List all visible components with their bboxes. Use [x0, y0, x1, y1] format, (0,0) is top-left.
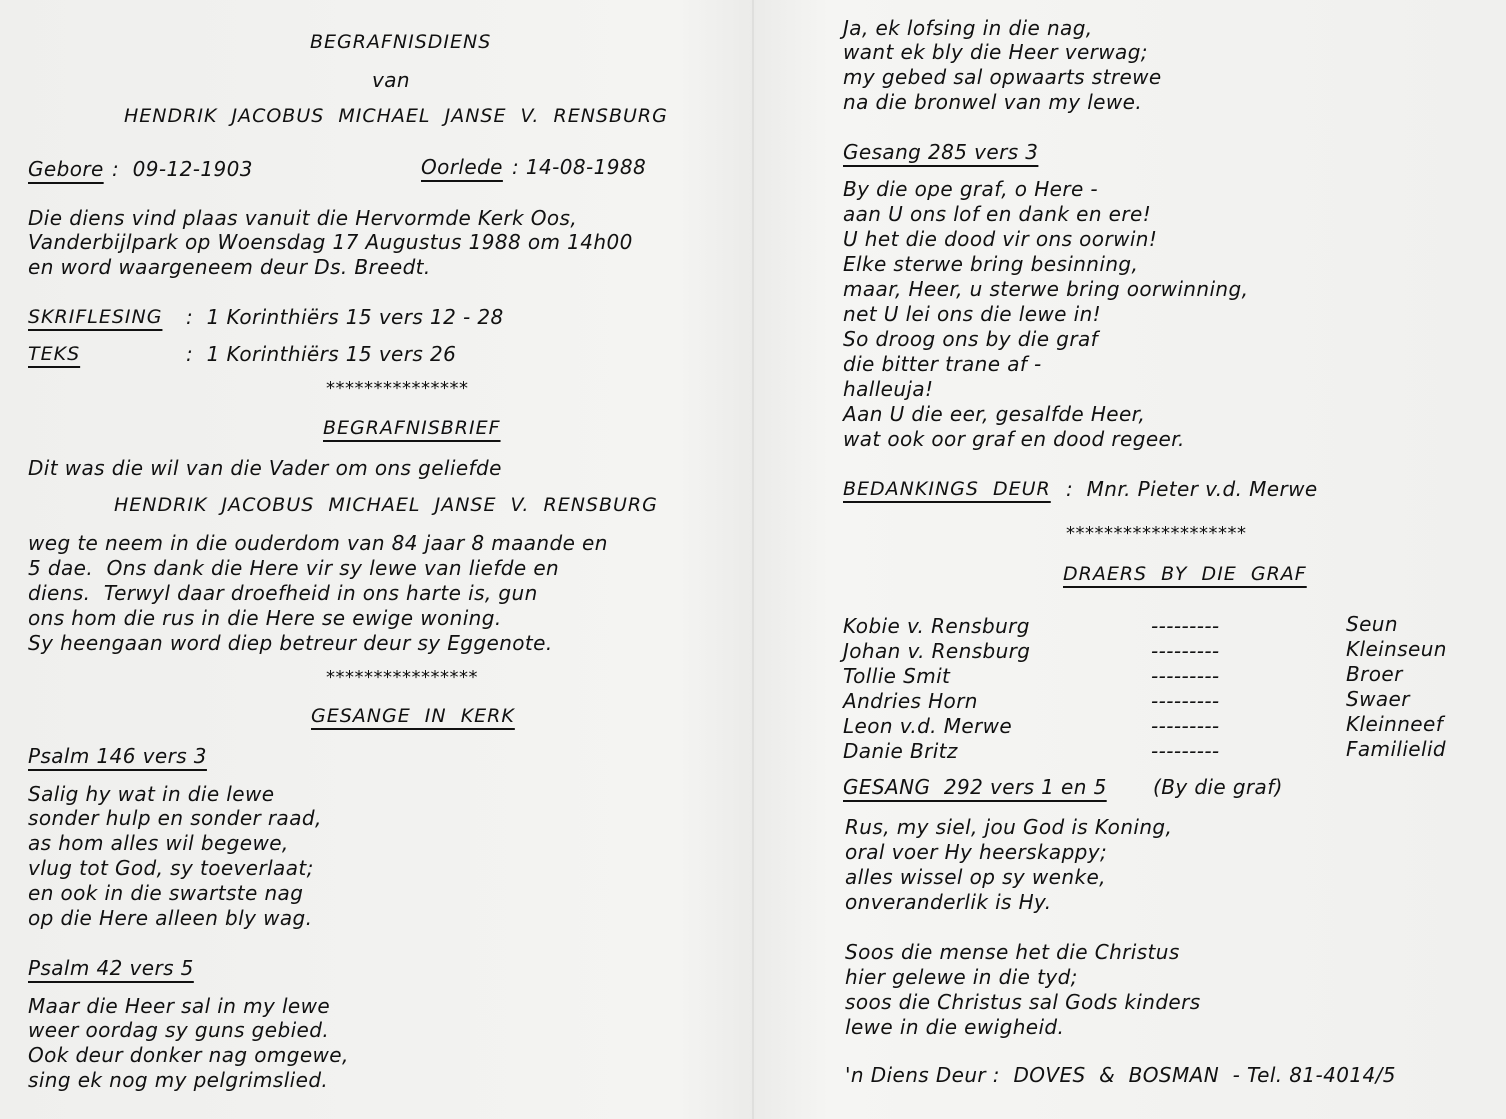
psalm146-line: op die Here alleen bly wag.	[28, 906, 313, 930]
undertaker-footer: 'n Diens Deur : DOVES & BOSMAN - Tel. 81-4014/5	[845, 1063, 1396, 1087]
psalm146-line: as hom alles wil begewe,	[28, 831, 289, 855]
psalm146-line: vlug tot God, sy toeverlaat;	[28, 856, 314, 880]
verse-line: Ja, ek lofsing in die nag,	[843, 16, 1093, 40]
bearer-dash: ---------	[1151, 739, 1220, 763]
letter-line: weg te neem in die ouderdom van 84 jaar 8 maande en	[28, 531, 608, 555]
born-label: Gebore	[28, 157, 104, 181]
service-line: Vanderbijlpark op Woensdag 17 Augustus 1988 om 14h00	[28, 230, 633, 254]
psalm146-line: Salig hy wat in die lewe	[28, 782, 275, 806]
gesang285-line: maar, Heer, u sterwe bring oorwinning,	[843, 277, 1249, 301]
letter-line: 5 dae. Ons dank die Here vir sy lewe van liefde en	[28, 556, 560, 580]
separator-stars: ***************	[326, 378, 469, 399]
letter-line: Sy heengaan word diep betreur deur sy Eggenote.	[28, 631, 553, 655]
songs-heading: GESANGE IN KERK	[311, 705, 515, 727]
bearer-name: Danie Britz	[843, 739, 958, 763]
born-date: : 09-12-1903	[112, 157, 253, 181]
bearer-relation: Swaer	[1346, 687, 1410, 711]
letter-heading: BEGRAFNISBRIEF	[323, 417, 501, 439]
separator-stars: ****************	[326, 667, 478, 688]
psalm146-title: Psalm 146 vers 3	[28, 744, 207, 768]
bearer-dash: ---------	[1151, 614, 1220, 638]
psalm42-title: Psalm 42 vers 5	[28, 956, 194, 980]
letter-intro: Dit was die wil van die Vader om ons geliefde	[28, 456, 502, 480]
verse-line: na die bronwel van my lewe.	[843, 90, 1143, 114]
gesang292-line: alles wissel op sy wenke,	[845, 865, 1106, 889]
gesang292-note: (By die graf)	[1153, 775, 1283, 799]
deceased-name: HENDRIK JACOBUS MICHAEL JANSE V. RENSBURG	[124, 105, 668, 127]
thanks-label: BEDANKINGS DEUR	[843, 478, 1051, 500]
separator-stars: *******************	[1066, 523, 1247, 544]
bearer-name: Leon v.d. Merwe	[843, 714, 1013, 738]
bearer-relation: Seun	[1346, 612, 1398, 636]
bearer-name: Andries Horn	[843, 689, 978, 713]
bearer-relation: Familielid	[1346, 737, 1447, 761]
died-label: Oorlede	[421, 155, 503, 179]
page-fold	[752, 0, 754, 1119]
gesang292-title: GESANG 292 vers 1 en 5	[843, 775, 1107, 799]
scripture-value: : 1 Korinthiërs 15 vers 12 - 28	[186, 305, 504, 329]
gesang285-line: Aan U die eer, gesalfde Heer,	[843, 402, 1146, 426]
letter-name: HENDRIK JACOBUS MICHAEL JANSE V. RENSBURG	[114, 494, 658, 516]
gesang285-line: So droog ons by die graf	[843, 327, 1099, 351]
service-line: en word waargeneem deur Ds. Breedt.	[28, 255, 431, 279]
gesang292-line: hier gelewe in die tyd;	[845, 965, 1078, 989]
bearer-dash: ---------	[1151, 714, 1220, 738]
gesang285-title: Gesang 285 vers 3	[843, 140, 1039, 164]
bearer-dash: ---------	[1151, 639, 1220, 663]
gesang285-line: U het die dood vir ons oorwin!	[843, 227, 1158, 251]
gesang292-line: Soos die mense het die Christus	[845, 940, 1180, 964]
letter-line: diens. Terwyl daar droefheid in ons harte is, gun	[28, 581, 538, 605]
thanks-value: : Mnr. Pieter v.d. Merwe	[1066, 477, 1318, 501]
bearer-dash: ---------	[1151, 664, 1220, 688]
gesang285-line: die bitter trane af -	[843, 352, 1042, 376]
psalm146-line: en ook in die swartste nag	[28, 881, 304, 905]
psalm146-line: sonder hulp en sonder raad,	[28, 806, 322, 830]
gesang285-line: wat ook oor graf en dood regeer.	[843, 427, 1185, 451]
bearer-dash: ---------	[1151, 689, 1220, 713]
gesang285-line: net U lei ons die lewe in!	[843, 302, 1102, 326]
bearer-name: Johan v. Rensburg	[843, 639, 1031, 663]
bearer-name: Kobie v. Rensburg	[843, 614, 1030, 638]
service-title: BEGRAFNISDIENS	[310, 31, 492, 53]
verse-line: my gebed sal opwaarts strewe	[843, 65, 1162, 89]
gesang285-line: halleuja!	[843, 377, 934, 401]
gesang285-line: aan U ons lof en dank en ere!	[843, 202, 1152, 226]
bearer-name: Tollie Smit	[843, 664, 951, 688]
psalm42-line: Ook deur donker nag omgewe,	[28, 1043, 349, 1067]
psalm42-line: weer oordag sy guns gebied.	[28, 1018, 330, 1042]
scripture-label: SKRIFLESING	[28, 306, 163, 328]
verse-line: want ek bly die Heer verwag;	[843, 40, 1148, 64]
gesang292-line: Rus, my siel, jou God is Koning,	[845, 815, 1173, 839]
gesang285-line: By die ope graf, o Here -	[843, 177, 1099, 201]
bearers-heading: DRAERS BY DIE GRAF	[1063, 563, 1307, 585]
letter-line: ons hom die rus in die Here se ewige woning.	[28, 606, 502, 630]
gesang292-line: lewe in die ewigheid.	[845, 1015, 1065, 1039]
van-text: van	[372, 68, 410, 92]
died-date: : 14-08-1988	[512, 155, 647, 179]
bearer-relation: Kleinseun	[1346, 637, 1447, 661]
bearer-relation: Kleinneef	[1346, 712, 1444, 736]
psalm42-line: Maar die Heer sal in my lewe	[28, 994, 331, 1018]
gesang292-line: soos die Christus sal Gods kinders	[845, 990, 1201, 1014]
gesang292-line: oral voer Hy heerskappy;	[845, 840, 1108, 864]
text-label: TEKS	[28, 343, 81, 365]
service-line: Die diens vind plaas vanuit die Hervormde Kerk Oos,	[28, 206, 578, 230]
gesang292-line: onveranderlik is Hy.	[845, 890, 1052, 914]
bearer-relation: Broer	[1346, 662, 1403, 686]
gesang285-line: Elke sterwe bring besinning,	[843, 252, 1139, 276]
text-value: : 1 Korinthiërs 15 vers 26	[186, 342, 457, 366]
psalm42-line: sing ek nog my pelgrimslied.	[28, 1068, 329, 1092]
